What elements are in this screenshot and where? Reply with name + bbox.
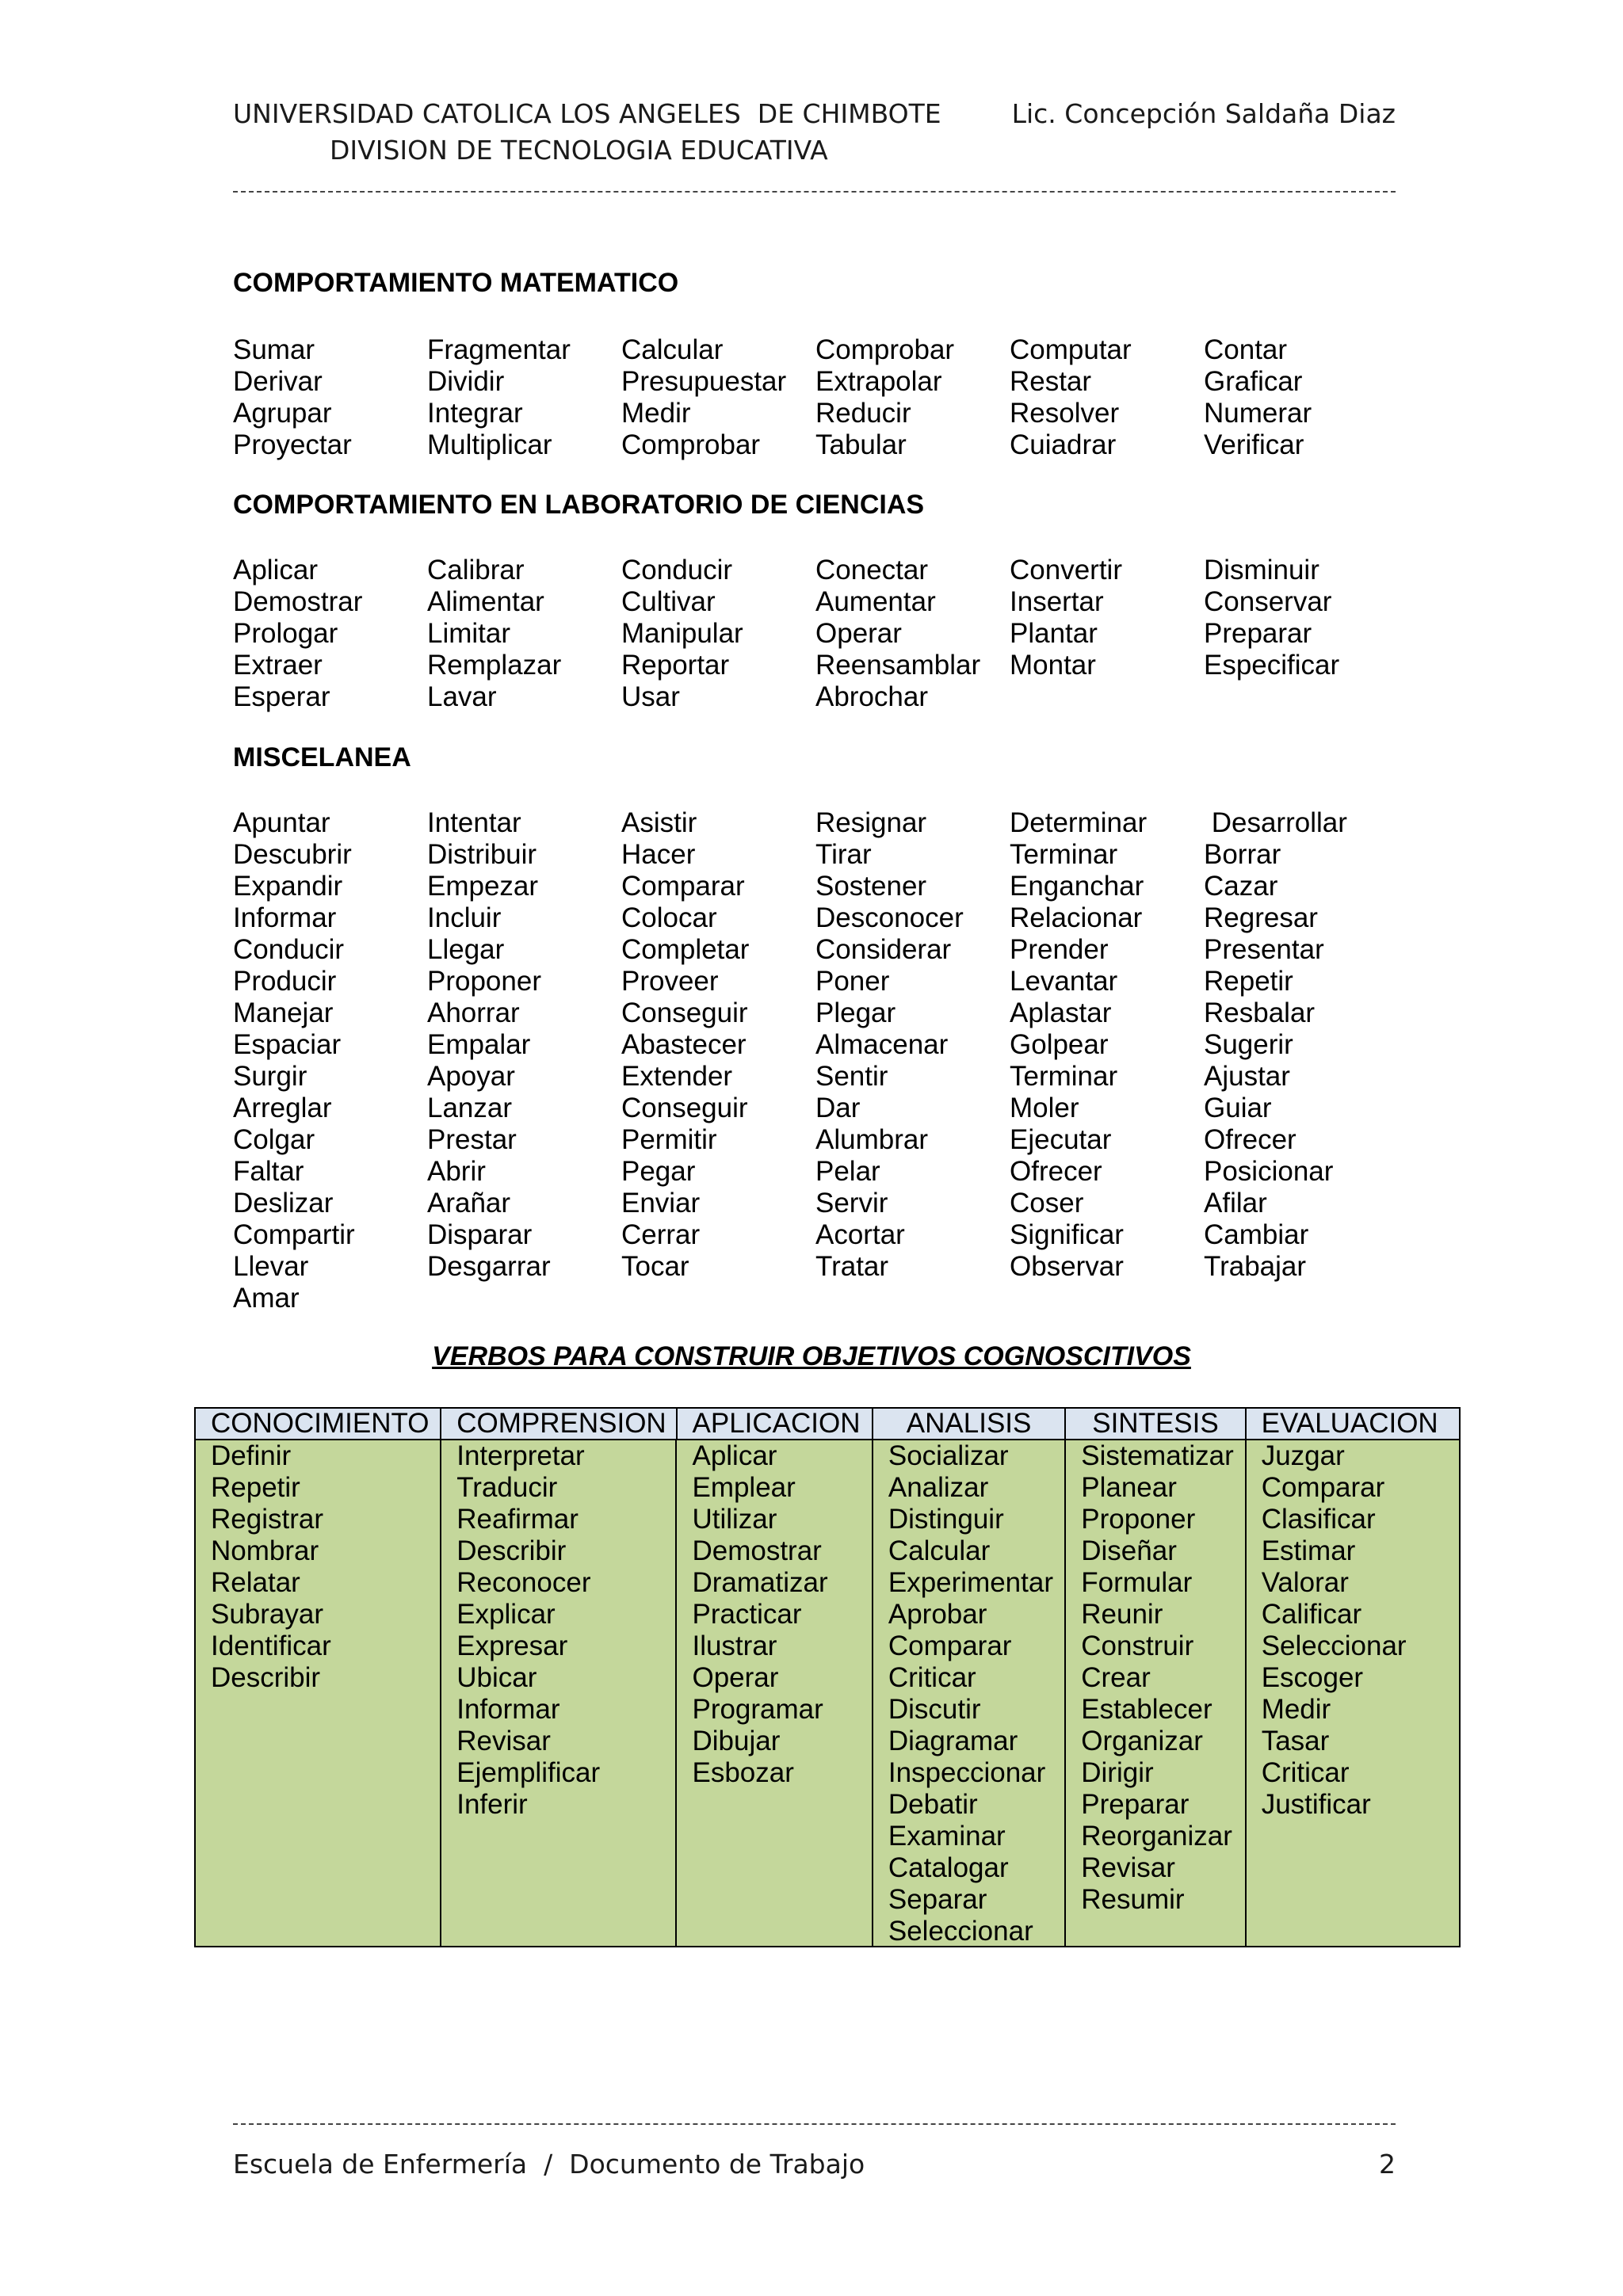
verb-cell: Abrochar [815,681,929,712]
verb-cell: Preparar [1204,618,1312,649]
verb-cell: Intentar [427,807,521,838]
verb-cell: Conseguir [621,997,748,1028]
verb-cell: Almacenar [815,1029,949,1060]
verb-row [233,429,1390,461]
verb-cell [1204,1283,1398,1314]
table-column-aplicacion [677,1440,873,1946]
verb-cell: Informar [233,902,337,933]
verb-row [233,807,1390,839]
verb-cell: Desarrollar [1204,807,1347,838]
verb-cell: Borrar [1204,839,1281,870]
table-cell-verb: Preparar [1081,1789,1190,1820]
table-cell-verb: Programar [692,1694,823,1725]
verb-cell: Cazar [1204,871,1278,902]
table-cell-verb: Explicar [456,1599,556,1630]
table-cell-verb: Experimentar [888,1567,1053,1598]
verb-row [233,681,1390,713]
table-cell-verb: Justificar [1261,1789,1371,1820]
verb-cell: Acortar [815,1219,905,1250]
table-cell-verb: Dirigir [1081,1757,1154,1788]
verb-cell: Considerar [815,934,952,965]
verb-cell: Prestar [427,1124,517,1155]
table-cell-verb: Inferir [456,1789,528,1820]
verb-cell: Presentar [1204,934,1324,965]
table-cell-verb: Subrayar [211,1599,324,1630]
verb-row [233,398,1390,429]
verb-row [233,997,1390,1029]
table-cell-verb: Catalogar [888,1852,1009,1883]
table-cell-verb: Construir [1081,1630,1194,1661]
verb-cell: Aplastar [1010,997,1112,1028]
table-cell-verb: Reorganizar [1081,1821,1232,1852]
verb-grid-laboratorio [233,555,1390,713]
verb-cell: Apuntar [233,807,330,838]
verb-cell: Extender [621,1061,733,1092]
table-cell-verb: Emplear [692,1472,796,1503]
verb-grid-matematico [233,334,1390,461]
verb-cell: Colocar [621,902,717,933]
table-column-conocimiento [196,1440,441,1946]
verb-cell: Terminar [1010,839,1118,870]
verb-cell: Verificar [1204,429,1304,460]
verb-cell: Resbalar [1204,997,1316,1028]
verb-cell: Conseguir [621,1093,748,1123]
verb-cell: Enganchar [1010,871,1144,902]
verb-row [233,871,1390,902]
verb-row [233,586,1390,618]
verb-cell: Calibrar [427,555,525,585]
verb-row [233,366,1390,398]
verb-cell: Resolver [1010,398,1120,429]
verb-cell: Limitar [427,618,511,649]
verb-cell: Incluir [427,902,502,933]
verb-cell: Sugerir [1204,1029,1293,1060]
verb-row [233,618,1390,650]
verb-cell: Tabular [815,429,907,460]
verb-cell: Espaciar [233,1029,342,1060]
table-cell-verb: Dramatizar [692,1567,828,1598]
table-cell-verb: Analizar [888,1472,989,1503]
verb-row [233,1188,1390,1219]
verb-cell: Comparar [621,871,745,902]
verb-cell: Alumbrar [815,1124,928,1155]
verb-cell: Conducir [621,555,733,585]
table-cell-verb: Resumir [1081,1884,1185,1915]
header-author: Lic. Concepción Saldaña Diaz [1011,98,1396,129]
verb-cell: Resignar [815,807,927,838]
verb-cell: Conectar [815,555,929,585]
table-cell-verb: Nombrar [211,1535,319,1566]
table-cell-verb: Ilustrar [692,1630,777,1661]
verb-cell: Llevar [233,1251,309,1282]
verb-cell: Descubrir [233,839,352,870]
verb-cell: Computar [1010,334,1132,365]
verb-cell: Abastecer [621,1029,747,1060]
table-cell-verb: Demostrar [692,1535,822,1566]
verb-table-title: VERBOS PARA CONSTRUIR OBJETIVOS COGNOSCITIVOS [432,1341,1191,1371]
table-cell-verb: Describir [456,1535,567,1566]
verb-row [233,902,1390,934]
header-division: DIVISION DE TECNOLOGIA EDUCATIVA [330,135,828,166]
table-cell-verb: Sistematizar [1081,1440,1234,1471]
verb-cell: Numerar [1204,398,1312,429]
verb-cell [621,1283,815,1314]
table-cell-verb: Debatir [888,1789,978,1820]
verb-cell [1010,681,1204,713]
table-cell-verb: Reafirmar [456,1504,579,1535]
verb-cell: Arreglar [233,1093,332,1123]
section-title-miscelanea: MISCELANEA [233,742,411,772]
table-cell-verb: Establecer [1081,1694,1212,1725]
verb-cell: Conducir [233,934,345,965]
verb-cell: Proyectar [233,429,352,460]
table-cell-verb: Describir [211,1662,321,1693]
verb-cell: Extrapolar [815,366,942,397]
verb-cell: Proveer [621,966,719,997]
table-cell-verb: Criticar [1261,1757,1350,1788]
table-column-analisis [873,1440,1066,1946]
table-cell-verb: Practicar [692,1599,802,1630]
table-cell-verb: Utilizar [692,1504,777,1535]
verb-cell: Tirar [815,839,872,870]
verb-cell: Distribuir [427,839,537,870]
verb-cell: Reensamblar [815,650,981,681]
table-cell-verb: Comparar [888,1630,1012,1661]
verb-row [233,839,1390,871]
table-cell-verb: Separar [888,1884,987,1915]
verb-cell: Surgir [233,1061,307,1092]
table-body-row [196,1440,1459,1946]
verb-cell: Remplazar [427,650,562,681]
verb-cell: Poner [815,966,890,997]
verb-row [233,650,1390,681]
verb-cell: Determinar [1010,807,1148,838]
verb-cell: Tratar [815,1251,889,1282]
table-cell-verb: Reunir [1081,1599,1163,1630]
verb-cell: Usar [621,681,680,712]
table-cell-verb: Proponer [1081,1504,1196,1535]
table-cell-verb: Identificar [211,1630,331,1661]
verb-cell: Compartir [233,1219,355,1250]
cognitive-verbs-table [194,1407,1461,1947]
table-cell-verb: Examinar [888,1821,1006,1852]
table-column-sintesis [1066,1440,1246,1946]
table-cell-verb: Interpretar [456,1440,585,1471]
table-cell-verb: Relatar [211,1567,300,1598]
verb-cell: Permitir [621,1124,717,1155]
verb-cell: Ajustar [1204,1061,1290,1092]
table-cell-verb: Repetir [211,1472,300,1503]
verb-cell: Faltar [233,1156,304,1187]
verb-cell: Prender [1010,934,1109,965]
verb-row [233,966,1390,997]
table-header-cell: COMPRENSION [441,1409,677,1439]
verb-cell: Cultivar [621,586,716,617]
table-cell-verb: Valorar [1261,1567,1349,1598]
table-cell-verb: Diagramar [888,1726,1018,1756]
verb-cell: Esperar [233,681,330,712]
verb-cell: Empezar [427,871,539,902]
table-cell-verb: Crear [1081,1662,1151,1693]
table-cell-verb: Distinguir [888,1504,1004,1535]
header-divider [233,191,1396,193]
table-cell-verb: Revisar [1081,1852,1175,1883]
verb-cell: Aumentar [815,586,936,617]
table-header-cell: APLICACION [678,1409,873,1439]
table-cell-verb: Ubicar [456,1662,537,1693]
verb-cell: Posicionar [1204,1156,1334,1187]
verb-cell: Golpear [1010,1029,1109,1060]
verb-cell: Convertir [1010,555,1122,585]
footer-divider [233,2123,1396,2125]
table-cell-verb: Reconocer [456,1567,591,1598]
verb-cell: Aplicar [233,555,318,585]
verb-row [233,934,1390,966]
table-cell-verb: Revisar [456,1726,551,1756]
verb-cell: Producir [233,966,337,997]
verb-row [233,334,1390,366]
table-header-cell: SINTESIS [1066,1409,1246,1439]
verb-cell: Manejar [233,997,334,1028]
verb-cell: Dividir [427,366,505,397]
verb-cell: Desgarrar [427,1251,551,1282]
verb-cell: Comprobar [815,334,955,365]
table-cell-verb: Socializar [888,1440,1009,1471]
verb-cell: Afilar [1204,1188,1267,1219]
verb-cell: Agrupar [233,398,332,429]
verb-cell: Montar [1010,650,1096,681]
verb-cell: Empalar [427,1029,531,1060]
verb-cell [1204,681,1398,713]
header-institution: UNIVERSIDAD CATOLICA LOS ANGELES DE CHIMBOTE [233,98,941,129]
verb-cell: Enviar [621,1188,701,1219]
verb-cell: Contar [1204,334,1288,365]
verb-cell: Levantar [1010,966,1118,997]
verb-cell: Multiplicar [427,429,552,460]
verb-cell: Moler [1010,1093,1079,1123]
verb-cell: Cerrar [621,1219,701,1250]
verb-cell: Sumar [233,334,315,365]
verb-cell: Reducir [815,398,911,429]
verb-row [233,1029,1390,1061]
verb-cell: Desconocer [815,902,964,933]
verb-cell: Calcular [621,334,724,365]
verb-cell: Disparar [427,1219,533,1250]
verb-cell: Arañar [427,1188,511,1219]
table-cell-verb: Medir [1261,1694,1331,1725]
verb-cell: Extraer [233,650,323,681]
table-cell-verb: Dibujar [692,1726,781,1756]
table-cell-verb: Organizar [1081,1726,1203,1756]
verb-cell: Fragmentar [427,334,571,365]
verb-cell: Coser [1010,1188,1084,1219]
table-header-cell: CONOCIMIENTO [196,1409,441,1439]
verb-cell: Medir [621,398,691,429]
table-cell-verb: Informar [456,1694,560,1725]
verb-row [233,555,1390,586]
verb-row [233,1219,1390,1251]
table-cell-verb: Definir [211,1440,292,1471]
table-cell-verb: Traducir [456,1472,558,1503]
table-cell-verb: Comparar [1261,1472,1385,1503]
table-cell-verb: Calcular [888,1535,991,1566]
table-cell-verb: Clasificar [1261,1504,1376,1535]
table-cell-verb: Estimar [1261,1535,1356,1566]
verb-cell: Hacer [621,839,696,870]
verb-cell: Lavar [427,681,497,712]
table-cell-verb: Planear [1081,1472,1177,1503]
verb-cell: Guiar [1204,1093,1272,1123]
verb-cell: Integrar [427,398,523,429]
table-column-comprension [441,1440,677,1946]
verb-cell: Completar [621,934,750,965]
table-header-cell: EVALUACION [1261,1408,1438,1439]
verb-cell: Asistir [621,807,697,838]
verb-cell: Ahorrar [427,997,520,1028]
verb-cell: Repetir [1204,966,1293,997]
table-cell-verb: Aplicar [692,1440,777,1471]
verb-cell: Terminar [1010,1061,1118,1092]
verb-cell: Relacionar [1010,902,1143,933]
verb-cell: Apoyar [427,1061,515,1092]
table-cell-verb: Inspeccionar [888,1757,1046,1788]
table-cell-verb: Registrar [211,1504,323,1535]
table-cell-verb: Ejemplificar [456,1757,601,1788]
verb-cell: Demostrar [233,586,363,617]
table-cell-verb: Formular [1081,1567,1193,1598]
verb-cell: Derivar [233,366,323,397]
verb-cell: Especificar [1204,650,1340,681]
verb-row [233,1124,1390,1156]
verb-cell: Cuiadrar [1010,429,1117,460]
table-cell-verb: Operar [692,1662,779,1693]
verb-cell: Colgar [233,1124,315,1155]
verb-grid-miscelanea [233,807,1390,1314]
verb-cell: Amar [233,1283,300,1314]
page-number: 2 [1379,2149,1396,2180]
verb-cell: Dar [815,1093,861,1123]
table-header-cell: ANALISIS [873,1409,1066,1439]
verb-cell: Ofrecer [1010,1156,1102,1187]
verb-cell: Servir [815,1188,888,1219]
verb-cell: Alimentar [427,586,544,617]
verb-cell: Presupuestar [621,366,787,397]
verb-cell: Conservar [1204,586,1332,617]
table-cell-verb: Discutir [888,1694,981,1725]
verb-cell: Regresar [1204,902,1318,933]
verb-cell: Restar [1010,366,1092,397]
verb-cell: Abrir [427,1156,486,1187]
verb-cell: Expandir [233,871,343,902]
verb-row [233,1251,1390,1283]
verb-cell: Comprobar [621,429,761,460]
verb-cell: Plantar [1010,618,1098,649]
verb-cell: Lanzar [427,1093,513,1123]
verb-cell: Deslizar [233,1188,334,1219]
verb-cell [1010,1283,1204,1314]
table-cell-verb: Calificar [1261,1599,1362,1630]
verb-cell: Cambiar [1204,1219,1309,1250]
verb-cell: Manipular [621,618,743,649]
footer-text: Escuela de Enfermería / Documento de Trabajo [233,2149,865,2180]
verb-row [233,1061,1390,1093]
verb-cell: Operar [815,618,902,649]
verb-cell: Trabajar [1204,1251,1307,1282]
verb-row [233,1283,1390,1314]
verb-cell: Insertar [1010,586,1104,617]
table-column-evaluacion [1247,1440,1459,1946]
table-cell-verb: Diseñar [1081,1535,1177,1566]
verb-cell: Sentir [815,1061,888,1092]
table-cell-verb: Juzgar [1261,1440,1345,1471]
verb-row [233,1093,1390,1124]
verb-cell: Reportar [621,650,730,681]
table-cell-verb: Seleccionar [888,1916,1033,1947]
verb-cell: Significar [1010,1219,1124,1250]
verb-row [233,1156,1390,1188]
verb-cell: Proponer [427,966,541,997]
table-cell-verb: Expresar [456,1630,568,1661]
verb-cell: Tocar [621,1251,689,1282]
verb-cell: Ofrecer [1204,1124,1296,1155]
verb-cell: Llegar [427,934,505,965]
section-title-matematico: COMPORTAMIENTO MATEMATICO [233,268,679,298]
table-cell-verb: Aprobar [888,1599,987,1630]
table-cell-verb: Seleccionar [1261,1630,1407,1661]
verb-cell [427,1283,621,1314]
verb-cell: Sostener [815,871,927,902]
verb-cell: Ejecutar [1010,1124,1112,1155]
table-cell-verb: Esbozar [692,1757,794,1788]
verb-cell: Disminuir [1204,555,1319,585]
table-cell-verb: Criticar [888,1662,976,1693]
verb-cell: Graficar [1204,366,1303,397]
table-header-row [196,1409,1459,1440]
table-cell-verb: Tasar [1261,1726,1330,1756]
verb-cell: Prologar [233,618,338,649]
verb-cell: Pelar [815,1156,880,1187]
section-title-laboratorio: COMPORTAMIENTO EN LABORATORIO DE CIENCIAS [233,490,925,520]
verb-cell: Observar [1010,1251,1124,1282]
table-cell-verb: Escoger [1261,1662,1364,1693]
verb-cell: Pegar [621,1156,696,1187]
verb-cell: Plegar [815,997,896,1028]
verb-cell [815,1283,1010,1314]
